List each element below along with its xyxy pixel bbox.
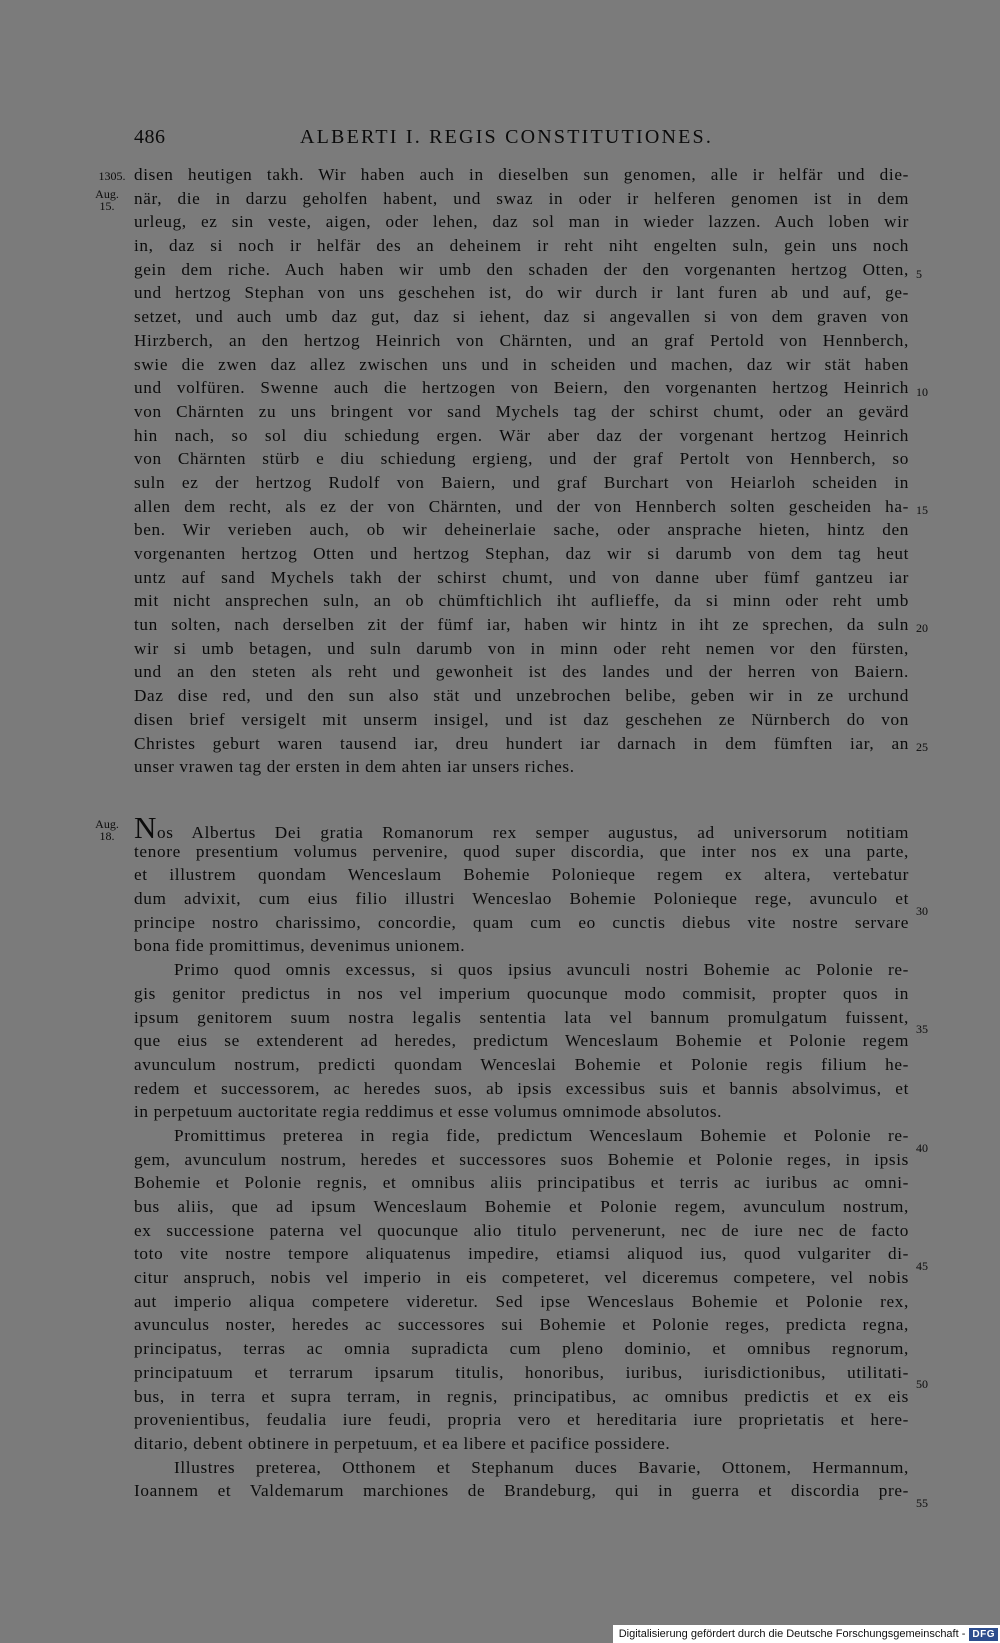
text-line: dum advixit, cum eius filio illustri Wenceslao Bohemie Polonieque rege, avunculo et [134, 889, 909, 909]
text-line: von Chärnten zu uns bringent vor sand Mychels tag der schirst chumt, oder an gevärd [134, 401, 909, 421]
text-line-first [134, 810, 909, 845]
text-line: Christes geburt waren tausend iar, dreu hundert iar darnach in dem fümften iar, an [134, 733, 909, 753]
text-line: principatus, terras ac omnia supradicta cum pleno dominio, et omnibus regnorum, [134, 1339, 909, 1359]
text-line: vorgenanten hertzog Otten und hertzog Stephan, daz wir si darumb von dem tag heut [134, 544, 909, 563]
line-number: 20 [916, 621, 928, 635]
text-line: von Chärnten stürb e diu schiedung ergieng, und der graf Pertolt von Hennberch, so [134, 449, 909, 469]
text-line: Daz dise red, und den sun also stät und unzebrochen belibe, geben wir in ze urchund [134, 686, 909, 706]
text-line: Primo quod omnis excessus, si quos ipsius avunculi nostri Bohemie ac Polonie re- [174, 960, 909, 980]
text-line: tun solten, nach derselben zit der fümf iar, haben wir hintz in iht ze sprechen, da suln [134, 615, 909, 635]
text-line-rest: os Albertus Dei gratia Romanorum rex semper augustus, ad universorum notitiam [157, 823, 909, 842]
german-text-block [134, 163, 909, 779]
text-line: unser vrawen tag der ersten in dem ahten iar unsers riches. [134, 757, 575, 777]
text-line: redem et successorem, ac heredes suos, ab ipsis excessibus suis et bannis absolvimus, et [134, 1078, 909, 1098]
drop-cap: N [134, 810, 158, 845]
margin-note-date: Aug. 18. [95, 817, 119, 843]
text-line: avunculus noster, heredes ac successores sui Bohemie et Polonie reges, predicta regna, [134, 1315, 909, 1335]
text-line: swie die zwen daz allez zwischen uns und in scheiden und machen, daz wir stät haben [134, 354, 909, 374]
text-line: in perpetuum auctoritate regia reddimus et esse volumus omnimode absolutos. [134, 1102, 723, 1122]
text-line: bus aliis, que ad ipsum Wenceslaum Bohemie et Polonie regem, avunculum nostrum, [134, 1197, 909, 1216]
text-line: et illustrem quondam Wenceslaum Bohemie Polonieque regem ex altera, vertebatur [134, 865, 909, 885]
line-number: 55 [916, 1496, 928, 1510]
latin-text-block [134, 810, 909, 1503]
margin-note-date: Aug. 15. [95, 187, 119, 213]
text-line: que eius se extenderent ad heredes, predictum Wenceslaum Bohemie et Polonie regem [134, 1031, 909, 1051]
line-number: 5 [916, 267, 922, 281]
text-line: und an den steten als reht und gewonheit ist des landes und der herren von Baiern. [134, 662, 909, 682]
text-line: tenore presentium volumus pervenire, quod super discordia, que inter nos ex una parte, [134, 841, 909, 861]
text-line: avunculum nostrum, predicti quondam Wenceslai Bohemie et Polonie regis filium he- [134, 1054, 909, 1074]
text-line: hin nach, so sol diu schiedung ergen. Wär aber daz der vorgenant hertzog Heinrich [134, 425, 909, 445]
text-line: Illustres preterea, Otthonem et Stephanum duces Bavarie, Ottonem, Hermannum, [174, 1457, 909, 1477]
text-line: und volfüren. Swenne auch die hertzogen von Beiern, den vorgenanten hertzog Heinrich [134, 378, 909, 398]
margin-note-year: 1305. [98, 169, 126, 183]
line-number: 50 [916, 1377, 928, 1391]
text-line: principatuum et terrarum ipsarum titulis, honoribus, iuribus, iurisdictionibus, utilitati- [134, 1362, 909, 1382]
text-line: Ioannem et Valdemarum marchiones de Brandeburg, qui in guerra et discordia pre- [134, 1481, 909, 1501]
text-line: ditario, debent obtinere in perpetuum, et ea libere et pacifice possidere. [134, 1433, 671, 1453]
text-line: bona fide promittimus, devenimus unionem. [134, 936, 466, 956]
text-line: toto vite nostre tempore aliquatenus impedire, etiamsi aliquod ius, quod vulgariter di- [134, 1244, 909, 1264]
text-line: suln ez der hertzog Rudolf von Baiern, und graf Burchart von Heiarloh scheiden in [134, 472, 909, 492]
text-line: gis genitor predictus in nos vel imperium quocunque modo commisit, propter quos in [134, 983, 909, 1003]
line-number: 10 [916, 385, 928, 399]
page-number: 486 [134, 126, 166, 148]
text-line: när, die in darzu geholfen habent, und swaz in oder ir helferen genomen ist in dem [134, 188, 909, 208]
line-number: 35 [916, 1022, 928, 1036]
text-line: bus, in terra et supra terram, in regnis, principatibus, ac omnibus predictis et ex eis [134, 1386, 909, 1406]
text-line: Promittimus preterea in regia fide, predictum Wenceslaum Bohemie et Polonie re- [174, 1125, 909, 1145]
text-line: wir si umb betagen, und suln darumb von in minn oder reht nemen vor den fürsten, [134, 638, 909, 658]
line-number: 30 [916, 904, 928, 918]
text-line: principe nostro charissimo, concordie, quam cum eo cunctis diebus vite nostre servare [134, 912, 909, 932]
line-number: 45 [916, 1259, 928, 1273]
line-number: 40 [916, 1141, 928, 1155]
text-line: Hirzberch, an den hertzog Heinrich von Chärnten, und an graf Pertold von Hennberch, [134, 330, 909, 350]
text-line: allen dem recht, als ez der von Chärnten, und der von Hennberch solten gescheiden ha- [134, 496, 909, 516]
running-title: ALBERTI I. REGIS CONSTITUTIONES. [300, 126, 714, 148]
text-line: ben. Wir verieben auch, ob wir deheinerlaie sache, oder ansprache hieten, hintz den [134, 520, 909, 540]
text-line: ipsum genitorem suum nostra legalis sententia lata vel bannum promulgatum fuissent, [134, 1007, 909, 1027]
line-number: 15 [916, 503, 928, 517]
text-line: gem, avunculum nostrum, heredes et successores suos Bohemie et Polonie reges, in ipsis [134, 1149, 909, 1169]
text-line: Bohemie et Polonie regnis, et omnibus aliis principatibus et terris ac iuribus ac omni- [134, 1173, 909, 1193]
footer-credit: Digitalisierung gefördert durch die Deutsche Forschungsgemeinschaft - [618, 1628, 966, 1640]
text-line: gein dem riche. Auch haben wir umb den schaden der den vorgenanten hertzog Otten, [134, 259, 909, 279]
text-line: provenientibus, feudalia iure feudi, propria vero et hereditaria iure proprietatis et here- [134, 1410, 909, 1430]
text-line: untz auf sand Mychels takh der schirst chumt, und von danne uber fümf gantzeu iar [134, 567, 909, 587]
text-line: aut imperio aliqua competere videretur. Sed ipse Wenceslaus Bohemie et Polonie rex, [134, 1291, 909, 1311]
text-line: disen brief versigelt mit unserm insigel, und ist daz geschehen ze Nürnberch do von [134, 709, 909, 729]
page-header [0, 126, 1000, 156]
text-line: und hertzog Stephan von uns geschehen ist, do wir durch ir lant furen ab und auf, ge- [134, 283, 909, 303]
text-line: setzet, und auch umb daz gut, daz si iehent, daz si angevallen si von dem graven von [134, 307, 909, 327]
text-line: mit nicht ansprechen suln, an ob chümftichlich iht auflieffe, da si minn oder reht umb [134, 591, 909, 611]
line-number: 25 [916, 740, 928, 754]
text-line: urleug, ez sin veste, aigen, oder lehen, daz sol man in wieder lazzen. Auch loben wir [134, 212, 909, 232]
text-line: ex successione paterna vel quocunque alio titulo pervenerunt, nec de iure nec de facto [134, 1220, 909, 1240]
text-line: disen heutigen takh. Wir haben auch in dieselben sun genomen, alle ir helfär und die- [134, 165, 909, 184]
dfg-logo: DFG [969, 1628, 998, 1641]
text-line: citur anspruch, nobis vel imperio in eis competeret, vel diceremus competere, vel nobis [134, 1268, 909, 1288]
text-line: in, daz si noch ir helfär des an deheinem ir reht niht engelten suln, gein uns noch [134, 236, 909, 256]
digitization-footer [613, 1625, 1000, 1643]
